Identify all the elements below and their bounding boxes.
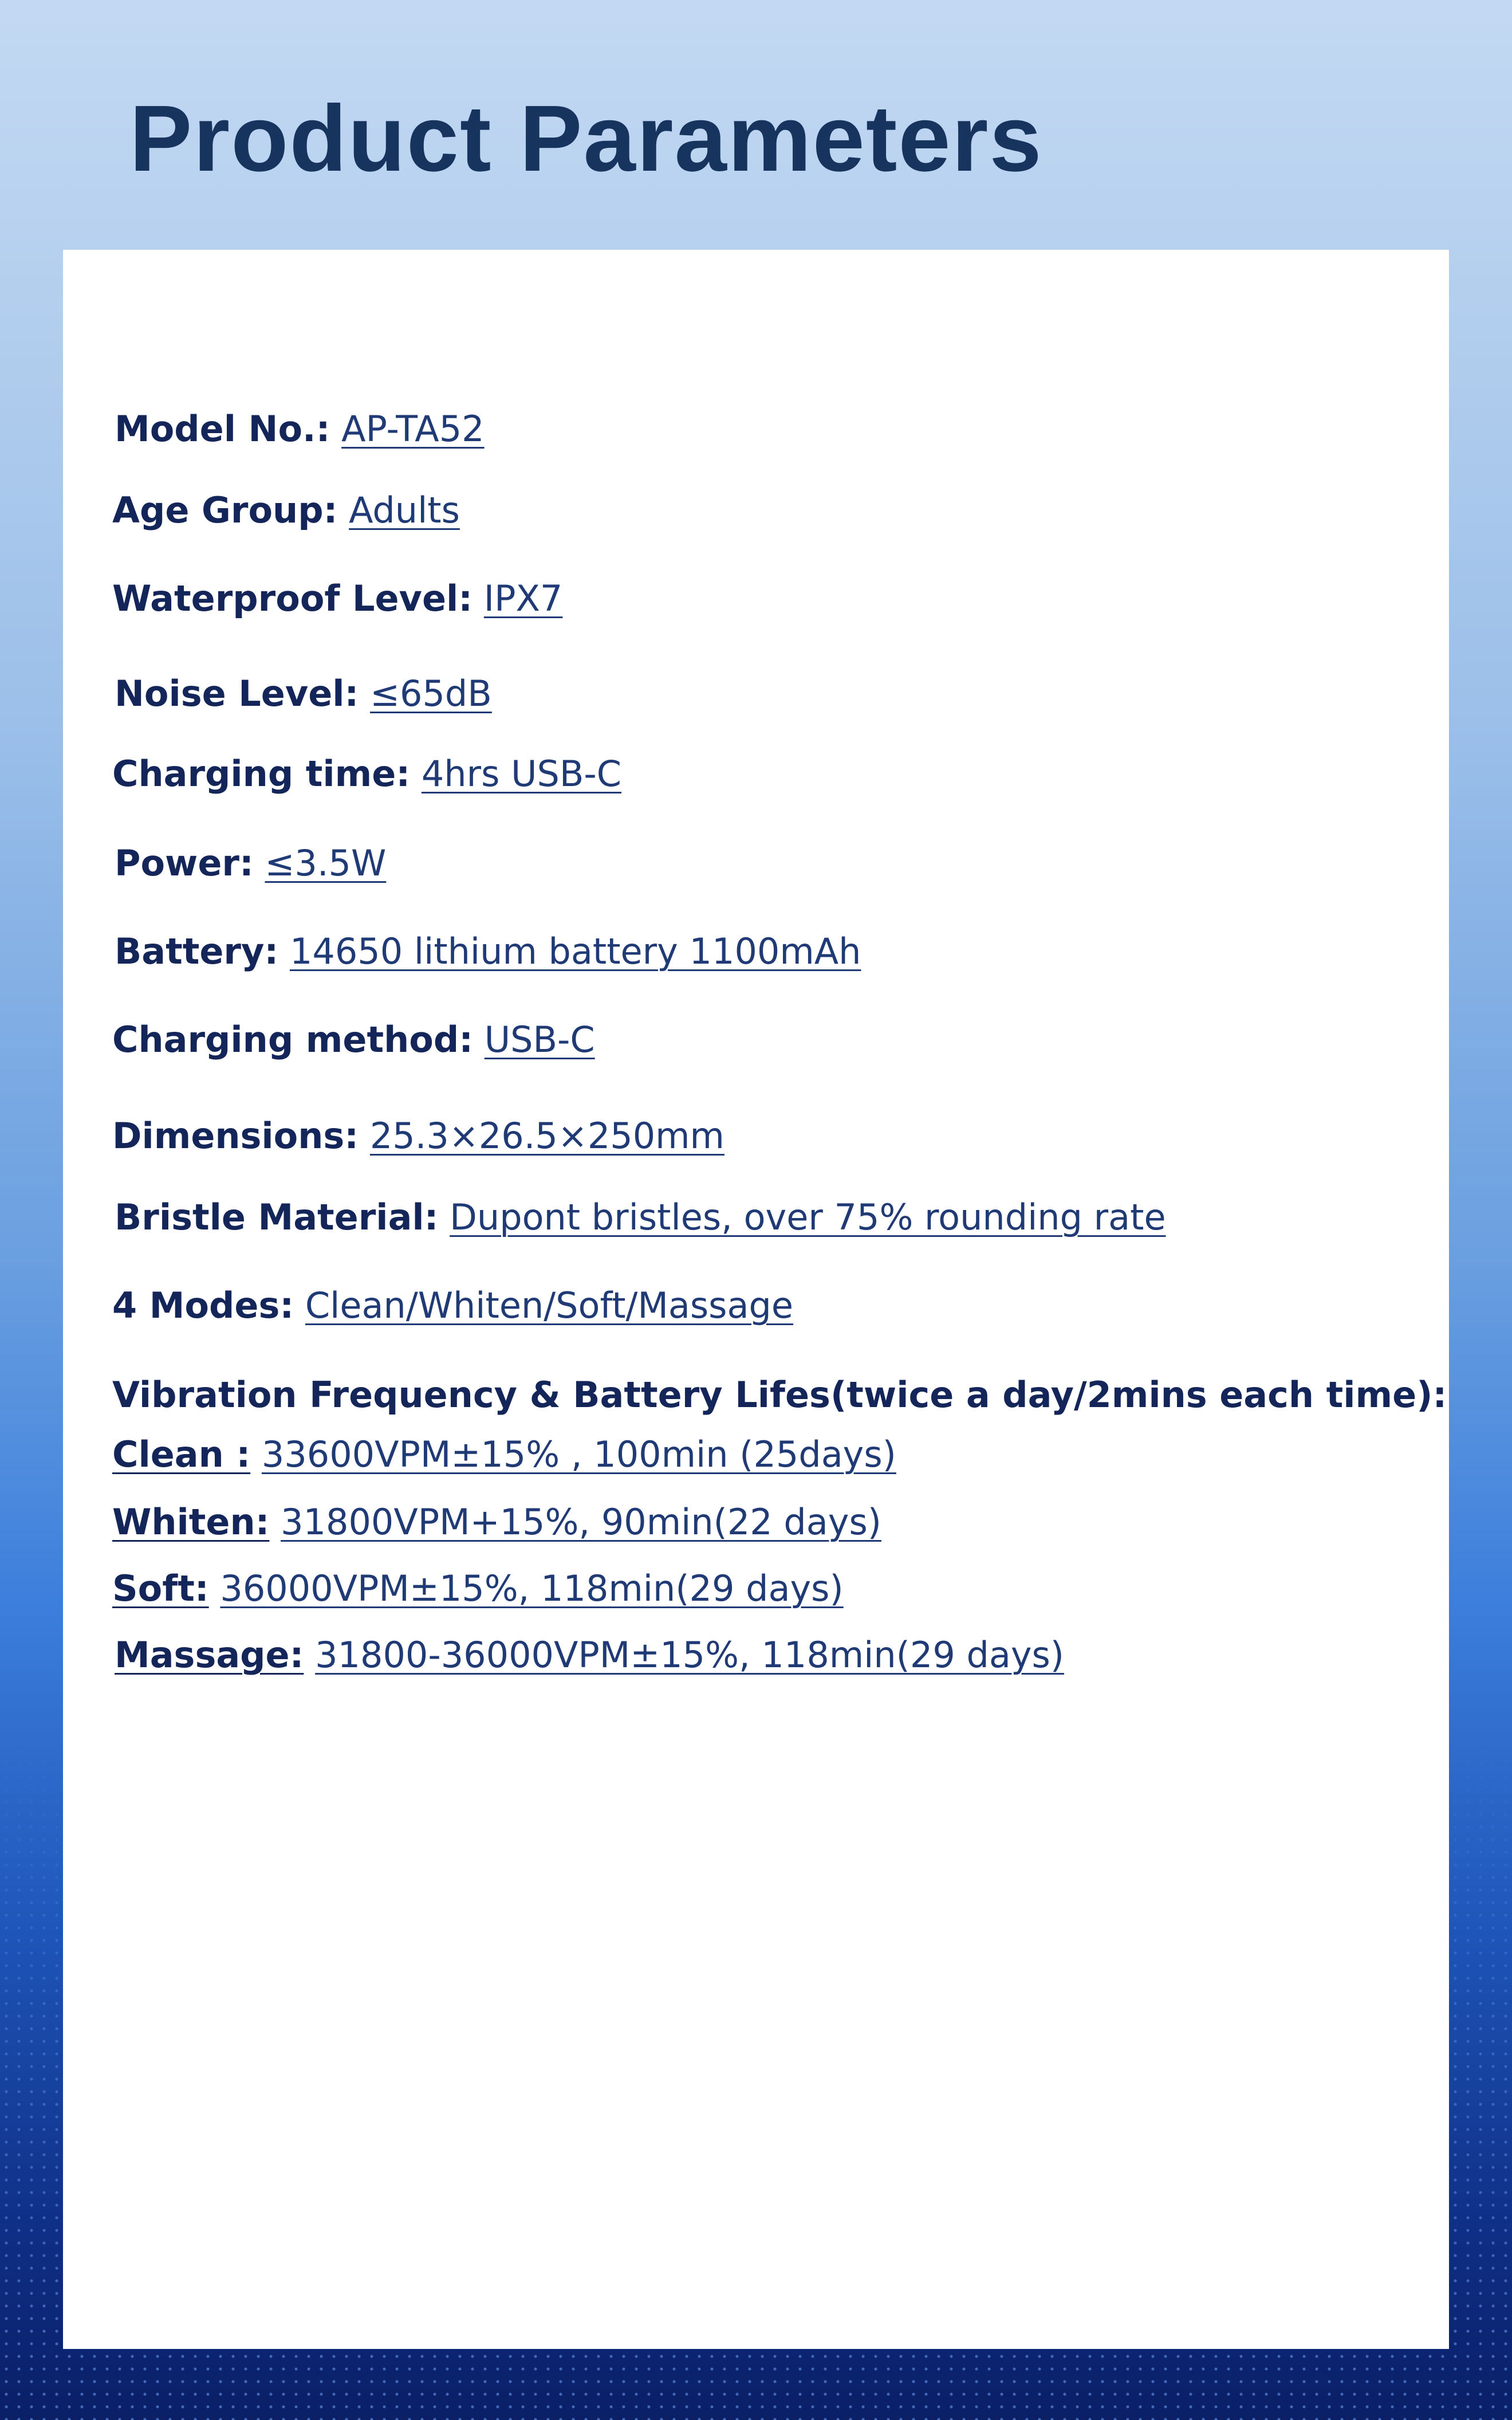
- mode-value: 36000VPM±15%, 118min(29 days): [220, 1568, 844, 1609]
- spec-value: 14650 lithium battery 1100mAh: [289, 930, 861, 972]
- spec-row-waterproof: [112, 578, 563, 619]
- spec-label: Dimensions:: [112, 1115, 359, 1157]
- spec-row-dimensions: [112, 1115, 724, 1157]
- spec-label: 4 Modes:: [112, 1284, 294, 1326]
- spec-label: Battery:: [115, 930, 279, 972]
- spec-label: Charging method:: [112, 1019, 473, 1060]
- spec-row-bristle: [115, 1196, 1166, 1238]
- spec-value: 25.3×26.5×250mm: [369, 1115, 724, 1157]
- page-title: Product Parameters: [129, 86, 1043, 191]
- spec-label: Model No.:: [115, 408, 330, 450]
- spec-value: AP-TA52: [341, 408, 485, 450]
- spec-value: Clean/Whiten/Soft/Massage: [305, 1284, 793, 1326]
- spec-row-model: [115, 408, 485, 450]
- vibration-heading: Vibration Frequency & Battery Lifes(twice a day/2mins each time):: [112, 1374, 1447, 1416]
- spec-row-modes: [112, 1284, 793, 1326]
- spec-label: Charging time:: [112, 753, 411, 795]
- spec-value: USB-C: [484, 1019, 595, 1060]
- spec-row-battery: [115, 930, 861, 972]
- spec-value: Dupont bristles, over 75% rounding rate: [450, 1196, 1166, 1238]
- spec-row-noise: [115, 673, 492, 714]
- spec-label: Bristle Material:: [115, 1196, 439, 1238]
- spec-row-charging-method: [112, 1019, 595, 1060]
- vibration-row-whiten: [112, 1501, 881, 1543]
- spec-value: ≤3.5W: [265, 842, 387, 884]
- mode-label: Massage:: [115, 1634, 304, 1676]
- mode-value: 31800VPM+15%, 90min(22 days): [281, 1501, 881, 1543]
- vibration-row-clean: [112, 1433, 896, 1475]
- spec-row-power: [115, 842, 387, 884]
- mode-value: 31800-36000VPM±15%, 118min(29 days): [315, 1634, 1064, 1676]
- spec-value: 4hrs USB-C: [421, 753, 622, 795]
- mode-label: Clean :: [112, 1433, 251, 1475]
- vibration-row-massage: [115, 1634, 1064, 1676]
- mode-label: Whiten:: [112, 1501, 270, 1543]
- spec-label: Power:: [115, 842, 254, 884]
- spec-row-age-group: [112, 489, 460, 531]
- spec-card: [63, 250, 1449, 2349]
- spec-label: Waterproof Level:: [112, 578, 473, 619]
- mode-value: 33600VPM±15% , 100min (25days): [261, 1433, 896, 1475]
- spec-value: ≤65dB: [370, 673, 492, 714]
- mode-label: Soft:: [112, 1568, 209, 1609]
- spec-value: IPX7: [483, 578, 563, 619]
- spec-label: Noise Level:: [115, 673, 359, 714]
- spec-value: Adults: [349, 489, 460, 531]
- spec-label: Age Group:: [112, 489, 338, 531]
- vibration-row-soft: [112, 1568, 844, 1609]
- spec-row-charging-time: [112, 753, 622, 795]
